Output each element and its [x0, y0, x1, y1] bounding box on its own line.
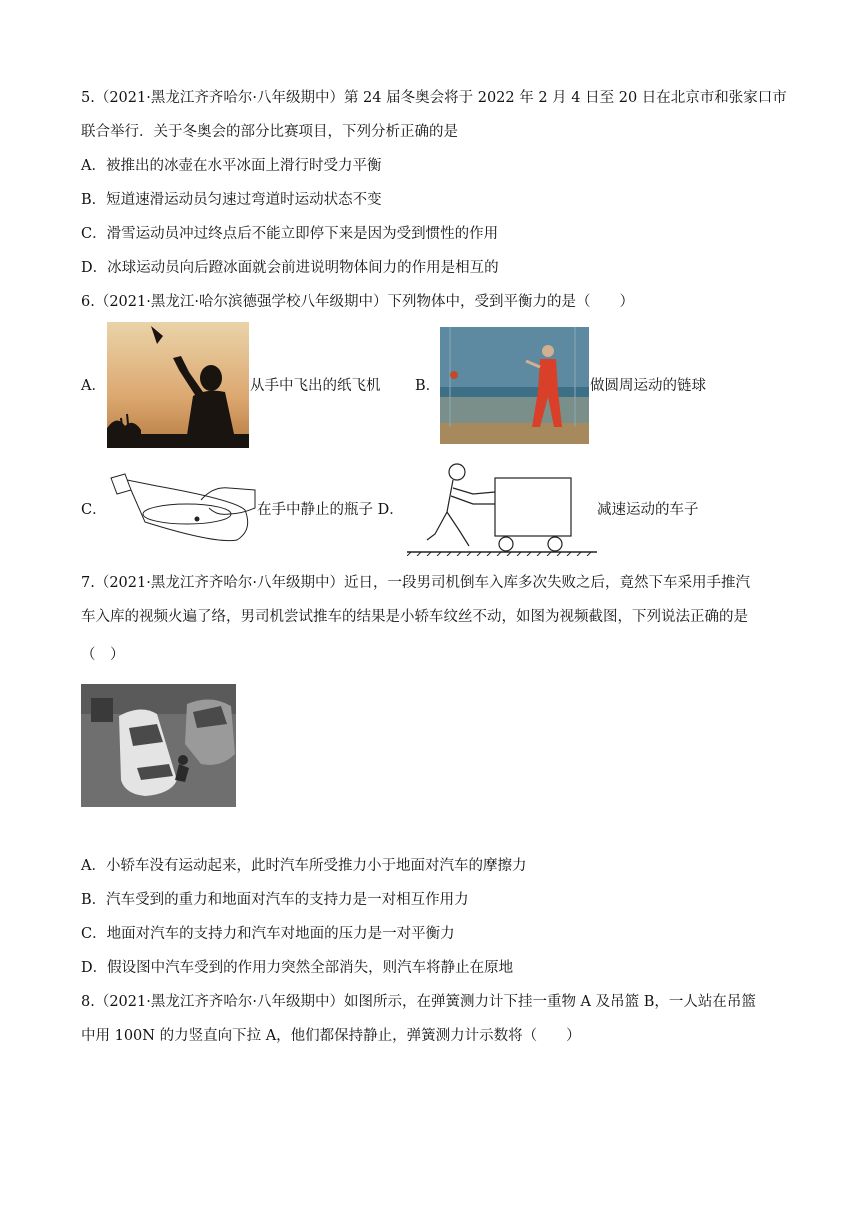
q7-stem-line2: 车入库的视频火遍了络，男司机尝试推车的结果是小轿车纹丝不动，如图为视频截图，下列说法正确的是: [81, 609, 748, 625]
person-pushing-cart-drawing: [407, 460, 597, 556]
paper-plane-photo: [107, 322, 249, 448]
bottle-in-hand-drawing: [105, 470, 257, 545]
q6-option-b-caption: 做圆周运动的链球: [590, 378, 706, 394]
hammer-throw-photo: [440, 327, 589, 444]
q6-option-c-caption: 在手中静止的瓶子 D．: [257, 502, 404, 518]
q7-option-b: B．汽车受到的重力和地面对汽车的支持力是一对相互作用力: [81, 892, 469, 908]
q6-option-c-label: C．: [81, 502, 107, 518]
q5-option-a: A．被推出的冰壶在水平冰面上滑行时受力平衡: [81, 158, 382, 174]
q6-option-a-label: A．: [81, 378, 106, 394]
q6-option-a-caption: 从手中飞出的纸飞机: [250, 378, 381, 394]
q7-option-c: C．地面对汽车的支持力和汽车对地面的压力是一对平衡力: [81, 926, 455, 942]
q7-option-d: D．假设图中汽车受到的作用力突然全部消失，则汽车将静止在原地: [81, 960, 514, 976]
q6-stem: 6.（2021·黑龙江·哈尔滨德强学校八年级期中）下列物体中，受到平衡力的是（ ）: [81, 294, 634, 310]
q6-option-b-label: B．: [415, 378, 441, 394]
q5-stem-line1: 5.（2021·黑龙江齐齐哈尔·八年级期中）第 24 届冬奥会将于 2022 年 2 月 4 日至 20 日在北京市和张家口市: [81, 90, 787, 106]
car-pushing-screenshot: [81, 684, 236, 807]
q5-option-c: C．滑雪运动员冲过终点后不能立即停下来是因为受到惯性的作用: [81, 226, 499, 242]
q8-stem-line2: 中用 100N 的力竖直向下拉 A，他们都保持静止，弹簧测力计示数将（ ）: [81, 1028, 581, 1044]
q6-option-d-caption: 减速运动的车子: [597, 502, 699, 518]
q7-option-a: A．小轿车没有运动起来，此时汽车所受推力小于地面对汽车的摩擦力: [81, 858, 527, 874]
q8-stem-line1: 8.（2021·黑龙江齐齐哈尔·八年级期中）如图所示，在弹簧测力计下挂一重物 A 及吊篮 B，一人站在吊篮: [81, 994, 756, 1010]
q7-stem-line1: 7.（2021·黑龙江齐齐哈尔·八年级期中）近日，一段男司机倒车入库多次失败之后，竟然下车采用手推汽: [81, 575, 750, 591]
q5-option-d: D．冰球运动员向后蹬冰面就会前进说明物体间力的作用是相互的: [81, 260, 499, 276]
q5-option-b: B．短道速滑运动员匀速过弯道时运动状态不变: [81, 192, 382, 208]
q7-stem-line3: （ ）: [81, 647, 125, 663]
q5-stem-line2: 联合举行．关于冬奥会的部分比赛项目，下列分析正确的是: [81, 124, 458, 140]
